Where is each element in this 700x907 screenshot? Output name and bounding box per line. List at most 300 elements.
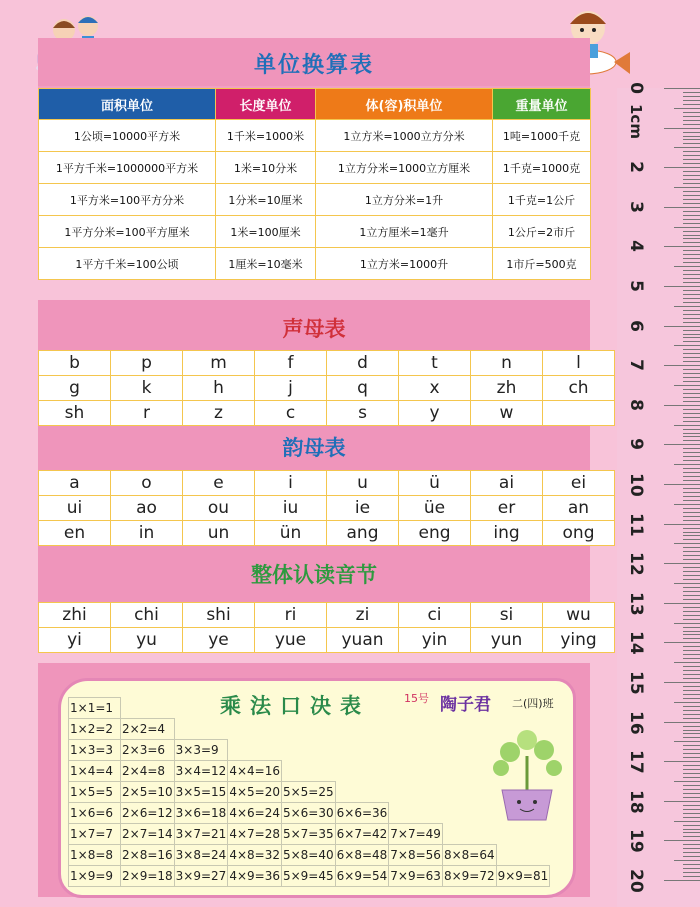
table-row bbox=[39, 471, 615, 496]
ruler-tick bbox=[683, 223, 700, 224]
pinyin-cell: un bbox=[183, 521, 255, 546]
potted-plant-illustration bbox=[486, 728, 568, 824]
multiplication-cell: 8×9=72 bbox=[442, 866, 496, 887]
multiplication-cell: 3×9=27 bbox=[174, 866, 228, 887]
ruler-tick bbox=[683, 254, 700, 255]
ruler-tick bbox=[683, 460, 700, 461]
ruler-tick bbox=[683, 706, 700, 707]
ruler-tick bbox=[683, 650, 700, 651]
ruler-tick bbox=[683, 817, 700, 818]
ruler-tick bbox=[683, 745, 700, 746]
empty-cell bbox=[389, 698, 443, 719]
ruler-tick bbox=[683, 448, 700, 449]
class-label: 二(四)班 bbox=[512, 697, 554, 710]
ruler-tick bbox=[683, 619, 700, 620]
ruler-tick bbox=[683, 440, 700, 441]
ruler-tick bbox=[683, 175, 700, 176]
pinyin-cell: h bbox=[183, 376, 255, 401]
ruler-tick bbox=[683, 357, 700, 358]
table-cell: 1米=100厘米 bbox=[216, 216, 316, 248]
multiplication-cell: 4×8=32 bbox=[228, 845, 282, 866]
table-cell: 1平方米=100平方分米 bbox=[39, 184, 216, 216]
ruler-label: 0 bbox=[626, 82, 646, 94]
ruler-tick bbox=[683, 611, 700, 612]
multiplication-cell: 7×8=56 bbox=[389, 845, 443, 866]
ruler-tick bbox=[683, 690, 700, 691]
empty-cell bbox=[335, 782, 389, 803]
ruler-tick bbox=[683, 349, 700, 350]
ruler-tick bbox=[683, 96, 700, 97]
ruler-tick bbox=[683, 777, 700, 778]
ruler-tick bbox=[683, 171, 700, 172]
multiplication-cell: 4×5=20 bbox=[228, 782, 282, 803]
table-cell: 1千米=1000米 bbox=[216, 120, 316, 152]
ruler-tick bbox=[664, 840, 700, 841]
ruler-tick bbox=[664, 326, 700, 327]
ruler-tick bbox=[683, 674, 700, 675]
table-cell: 1市斤=500克 bbox=[493, 248, 591, 280]
ruler-tick bbox=[683, 757, 700, 758]
table-row bbox=[69, 803, 550, 824]
multiplication-cell: 1×9=9 bbox=[69, 866, 121, 887]
ruler-tick bbox=[683, 203, 700, 204]
ruler-tick bbox=[683, 381, 700, 382]
table-cell: 1立方厘米=1毫升 bbox=[316, 216, 493, 248]
multiplication-cell: 4×9=36 bbox=[228, 866, 282, 887]
ruler-tick bbox=[664, 642, 700, 643]
empty-cell bbox=[174, 698, 228, 719]
ruler-tick bbox=[664, 246, 700, 247]
ruler-label: 13 bbox=[626, 591, 646, 616]
pinyin-cell: k bbox=[111, 376, 183, 401]
ruler-tick bbox=[683, 369, 700, 370]
ruler-tick bbox=[683, 753, 700, 754]
ruler-label: 10 bbox=[626, 473, 646, 497]
ruler-tick bbox=[683, 575, 700, 576]
ruler-tick bbox=[674, 741, 700, 742]
multiplication-cell: 4×6=24 bbox=[228, 803, 282, 824]
ruler-tick bbox=[683, 638, 700, 639]
pinyin-cell: shi bbox=[183, 603, 255, 628]
ruler-tick bbox=[683, 361, 700, 362]
ruler-tick bbox=[683, 646, 700, 647]
pinyin-cell: ao bbox=[111, 496, 183, 521]
ruler-tick bbox=[683, 733, 700, 734]
ruler-tick bbox=[683, 397, 700, 398]
ruler-tick bbox=[683, 512, 700, 513]
ruler-tick bbox=[674, 266, 700, 267]
multiplication-cell: 2×5=10 bbox=[121, 782, 175, 803]
pinyin-cell: eng bbox=[399, 521, 471, 546]
empty-cell bbox=[174, 719, 228, 740]
ruler-tick bbox=[683, 476, 700, 477]
ruler-tick bbox=[683, 500, 700, 501]
pinyin-cell: ü bbox=[399, 471, 471, 496]
ruler-tick bbox=[683, 155, 700, 156]
empty-cell bbox=[281, 740, 335, 761]
table-row bbox=[39, 248, 591, 280]
ruler-tick bbox=[683, 401, 700, 402]
ruler-tick bbox=[664, 603, 700, 604]
pinyin-cell: s bbox=[327, 401, 399, 426]
ruler-tick bbox=[683, 258, 700, 259]
table-row bbox=[39, 496, 615, 521]
pinyin-cell: yuan bbox=[327, 628, 399, 653]
ruler-tick bbox=[683, 136, 700, 137]
pinyin-cell: g bbox=[39, 376, 111, 401]
ruler-tick bbox=[683, 341, 700, 342]
pinyin-cell: d bbox=[327, 351, 399, 376]
table-row bbox=[39, 603, 615, 628]
pinyin-cell: ang bbox=[327, 521, 399, 546]
pinyin-cell: iu bbox=[255, 496, 327, 521]
multiplication-cell: 7×9=63 bbox=[389, 866, 443, 887]
ruler-tick bbox=[683, 686, 700, 687]
ruler-tick bbox=[683, 393, 700, 394]
multiplication-cell: 1×2=2 bbox=[69, 719, 121, 740]
ruler-tick bbox=[683, 539, 700, 540]
ruler-tick bbox=[683, 829, 700, 830]
ruler-tick bbox=[683, 179, 700, 180]
ruler-tick bbox=[683, 417, 700, 418]
multiplication-title: 乘法口决表 bbox=[220, 694, 370, 718]
table-cell: 1立方分米=1升 bbox=[316, 184, 493, 216]
ruler-tick bbox=[683, 765, 700, 766]
table-row bbox=[69, 698, 550, 719]
multiplication-table bbox=[68, 697, 550, 887]
table-cell: 1立方分米=1000立方厘米 bbox=[316, 152, 493, 184]
ruler-tick bbox=[664, 880, 700, 881]
ruler-tick bbox=[674, 345, 700, 346]
table-cell: 1千克=1公斤 bbox=[493, 184, 591, 216]
ruler-tick bbox=[683, 302, 700, 303]
ruler-tick bbox=[683, 468, 700, 469]
ruler-tick bbox=[683, 508, 700, 509]
pinyin-cell: yu bbox=[111, 628, 183, 653]
ruler-tick bbox=[683, 159, 700, 160]
multiplication-cell: 2×3=6 bbox=[121, 740, 175, 761]
ruler-tick bbox=[674, 306, 700, 307]
ruler-tick bbox=[683, 116, 700, 117]
table-cell: 1立方米=1000立方分米 bbox=[316, 120, 493, 152]
ruler-tick bbox=[683, 516, 700, 517]
pinyin-cell: ye bbox=[183, 628, 255, 653]
ruler-tick bbox=[683, 294, 700, 295]
ruler-tick bbox=[683, 864, 700, 865]
pinyin-cell: zi bbox=[327, 603, 399, 628]
ruler-tick bbox=[664, 365, 700, 366]
multiplication-cell: 2×8=16 bbox=[121, 845, 175, 866]
yunmu-title: 韵母表 bbox=[282, 436, 346, 460]
zhengti-title: 整体认读音节 bbox=[251, 563, 377, 587]
table-cell: 1分米=10厘米 bbox=[216, 184, 316, 216]
ruler-tick bbox=[683, 242, 700, 243]
pinyin-cell: y bbox=[399, 401, 471, 426]
ruler-label: 16 bbox=[626, 710, 646, 735]
ruler-tick bbox=[683, 330, 700, 331]
ruler-tick bbox=[683, 599, 700, 600]
multiplication-cell: 2×4=8 bbox=[121, 761, 175, 782]
empty-cell bbox=[389, 740, 443, 761]
ruler-label: 11 bbox=[626, 512, 646, 537]
multiplication-cell: 5×7=35 bbox=[281, 824, 335, 845]
table-row bbox=[69, 845, 550, 866]
multiplication-cell: 8×8=64 bbox=[442, 845, 496, 866]
ruler-tick bbox=[683, 555, 700, 556]
ruler-tick bbox=[683, 199, 700, 200]
ruler-tick bbox=[683, 631, 700, 632]
multiplication-cell: 2×7=14 bbox=[121, 824, 175, 845]
ruler-tick bbox=[683, 413, 700, 414]
table-row bbox=[69, 782, 550, 803]
ruler-tick bbox=[683, 547, 700, 548]
pinyin-cell: w bbox=[471, 401, 543, 426]
ruler-tick bbox=[683, 797, 700, 798]
pinyin-cell: o bbox=[111, 471, 183, 496]
ruler-tick bbox=[664, 484, 700, 485]
ruler-tick bbox=[664, 286, 700, 287]
multiplication-cell: 6×7=42 bbox=[335, 824, 389, 845]
table-row bbox=[39, 184, 591, 216]
multiplication-cell: 2×9=18 bbox=[121, 866, 175, 887]
empty-cell bbox=[228, 740, 282, 761]
ruler-tick bbox=[674, 187, 700, 188]
weight-unit-header: 重量单位 bbox=[493, 89, 591, 120]
pinyin-cell: l bbox=[543, 351, 615, 376]
ruler-label: 8 bbox=[626, 398, 646, 411]
ruler-tick bbox=[683, 124, 700, 125]
ruler-tick bbox=[683, 634, 700, 635]
ruler-tick bbox=[683, 785, 700, 786]
ruler-tick bbox=[674, 702, 700, 703]
ruler-tick bbox=[683, 591, 700, 592]
multiplication-cell: 6×8=48 bbox=[335, 845, 389, 866]
multiplication-cell: 5×8=40 bbox=[281, 845, 335, 866]
pinyin-cell: yin bbox=[399, 628, 471, 653]
table-cell: 1公顷=10000平方米 bbox=[39, 120, 216, 152]
ruler-tick bbox=[683, 698, 700, 699]
ruler-tick bbox=[683, 666, 700, 667]
empty-cell bbox=[335, 761, 389, 782]
ruler-tick bbox=[683, 334, 700, 335]
ruler-tick bbox=[683, 670, 700, 671]
empty-cell bbox=[281, 719, 335, 740]
multiplication-cell: 4×4=16 bbox=[228, 761, 282, 782]
empty-cell bbox=[389, 803, 443, 824]
table-row bbox=[39, 120, 591, 152]
pinyin-cell: wu bbox=[543, 603, 615, 628]
multiplication-cell: 3×3=9 bbox=[174, 740, 228, 761]
table-cell: 1千克=1000克 bbox=[493, 152, 591, 184]
ruler-tick bbox=[683, 694, 700, 695]
multiplication-cell: 2×6=12 bbox=[121, 803, 175, 824]
empty-cell bbox=[442, 698, 496, 719]
pinyin-cell: üe bbox=[399, 496, 471, 521]
unit-table-title: 单位换算表 bbox=[38, 38, 590, 88]
ruler-tick bbox=[674, 227, 700, 228]
multiplication-cell: 3×7=21 bbox=[174, 824, 228, 845]
zhengti-table bbox=[38, 602, 615, 653]
ruler-tick bbox=[674, 623, 700, 624]
ruler-tick bbox=[683, 532, 700, 533]
ruler-tick bbox=[683, 104, 700, 105]
ruler-tick bbox=[683, 848, 700, 849]
ruler-label: 17 bbox=[626, 750, 646, 774]
table-row bbox=[39, 351, 615, 376]
ruler-label: 18 bbox=[626, 789, 646, 814]
ruler-tick bbox=[664, 524, 700, 525]
multiplication-cell: 1×5=5 bbox=[69, 782, 121, 803]
ruler-tick bbox=[683, 112, 700, 113]
ruler-tick bbox=[664, 563, 700, 564]
empty-cell bbox=[389, 761, 443, 782]
ruler-tick bbox=[683, 793, 700, 794]
table-cell: 1平方千米=1000000平方米 bbox=[39, 152, 216, 184]
ruler-tick bbox=[683, 551, 700, 552]
ruler-tick bbox=[664, 88, 700, 89]
ruler-tick bbox=[683, 151, 700, 152]
ruler-tick bbox=[683, 836, 700, 837]
pinyin-cell: ou bbox=[183, 496, 255, 521]
ruler-tick bbox=[683, 195, 700, 196]
empty-cell bbox=[496, 845, 550, 866]
pinyin-cell: ci bbox=[399, 603, 471, 628]
ruler-tick bbox=[683, 654, 700, 655]
ruler-tick bbox=[683, 132, 700, 133]
ruler-tick bbox=[683, 492, 700, 493]
pinyin-cell: ying bbox=[543, 628, 615, 653]
ruler-tick bbox=[683, 429, 700, 430]
multiplication-cell: 3×8=24 bbox=[174, 845, 228, 866]
table-cell: 1平方千米=100公顷 bbox=[39, 248, 216, 280]
empty-cell bbox=[335, 719, 389, 740]
ruler-tick bbox=[664, 801, 700, 802]
multiplication-cell: 6×6=36 bbox=[335, 803, 389, 824]
ruler-tick bbox=[674, 425, 700, 426]
pinyin-cell: ui bbox=[39, 496, 111, 521]
table-cell: 1公斤=2市斤 bbox=[493, 216, 591, 248]
ruler-tick bbox=[683, 191, 700, 192]
pinyin-cell: b bbox=[39, 351, 111, 376]
ruler-tick bbox=[664, 761, 700, 762]
pinyin-cell: n bbox=[471, 351, 543, 376]
empty-cell bbox=[496, 824, 550, 845]
ruler-tick bbox=[683, 615, 700, 616]
area-unit-header: 面积单位 bbox=[39, 89, 216, 120]
ruler-tick bbox=[674, 108, 700, 109]
ruler-tick bbox=[664, 682, 700, 683]
pinyin-cell: f bbox=[255, 351, 327, 376]
empty-cell bbox=[442, 824, 496, 845]
pinyin-cell: ing bbox=[471, 521, 543, 546]
pinyin-cell: ei bbox=[543, 471, 615, 496]
multiplication-cell: 1×8=8 bbox=[69, 845, 121, 866]
unit-conversion-table bbox=[38, 88, 591, 280]
ruler-tick bbox=[683, 337, 700, 338]
ruler-tick bbox=[683, 183, 700, 184]
multiplication-cell: 7×7=49 bbox=[389, 824, 443, 845]
ruler-tick bbox=[683, 163, 700, 164]
pinyin-cell bbox=[543, 401, 615, 426]
multiplication-cell: 5×5=25 bbox=[281, 782, 335, 803]
ruler-tick bbox=[683, 480, 700, 481]
ruler-tick bbox=[683, 353, 700, 354]
ruler-tick bbox=[683, 231, 700, 232]
multiplication-cell: 9×9=81 bbox=[496, 866, 550, 887]
multiplication-cell: 1×3=3 bbox=[69, 740, 121, 761]
pinyin-cell: ai bbox=[471, 471, 543, 496]
ruler-tick bbox=[683, 528, 700, 529]
empty-cell bbox=[335, 698, 389, 719]
ruler-tick bbox=[683, 290, 700, 291]
ruler-tick bbox=[683, 567, 700, 568]
ruler-label: 1cm bbox=[627, 103, 645, 139]
ruler-tick bbox=[683, 456, 700, 457]
ruler-tick bbox=[683, 139, 700, 140]
ruler-tick bbox=[674, 385, 700, 386]
ruler-tick bbox=[683, 421, 700, 422]
pinyin-cell: yun bbox=[471, 628, 543, 653]
ruler-label: 20 bbox=[626, 869, 646, 893]
ruler-tick bbox=[674, 860, 700, 861]
ruler-tick bbox=[683, 92, 700, 93]
pinyin-cell: q bbox=[327, 376, 399, 401]
ruler-tick bbox=[664, 405, 700, 406]
pinyin-cell: t bbox=[399, 351, 471, 376]
pinyin-cell: zh bbox=[471, 376, 543, 401]
ruler-tick bbox=[683, 120, 700, 121]
ruler-tick bbox=[683, 389, 700, 390]
table-row bbox=[69, 866, 550, 887]
table-cell: 1米=10分米 bbox=[216, 152, 316, 184]
ruler-tick bbox=[664, 207, 700, 208]
pinyin-cell: p bbox=[111, 351, 183, 376]
ruler-label: 5 bbox=[626, 280, 646, 292]
ruler-tick bbox=[674, 821, 700, 822]
ruler-tick bbox=[683, 852, 700, 853]
ruler-tick bbox=[683, 535, 700, 536]
pinyin-cell: si bbox=[471, 603, 543, 628]
pinyin-cell: yue bbox=[255, 628, 327, 653]
multiplication-cell: 1×1=1 bbox=[69, 698, 121, 719]
ruler-tick bbox=[683, 714, 700, 715]
multiplication-cell: 1×6=6 bbox=[69, 803, 121, 824]
ruler-tick bbox=[683, 310, 700, 311]
ruler-tick bbox=[683, 718, 700, 719]
pinyin-cell: ri bbox=[255, 603, 327, 628]
ruler-tick bbox=[683, 872, 700, 873]
empty-cell bbox=[228, 719, 282, 740]
empty-cell bbox=[389, 782, 443, 803]
ruler-tick bbox=[683, 678, 700, 679]
ruler-tick bbox=[683, 844, 700, 845]
empty-cell bbox=[389, 719, 443, 740]
pinyin-cell: r bbox=[111, 401, 183, 426]
pinyin-cell: yi bbox=[39, 628, 111, 653]
ruler-tick bbox=[683, 773, 700, 774]
pinyin-cell: j bbox=[255, 376, 327, 401]
pinyin-cell: a bbox=[39, 471, 111, 496]
ruler-tick bbox=[683, 825, 700, 826]
ruler-tick bbox=[683, 215, 700, 216]
student-number: 15号 bbox=[404, 692, 429, 705]
table-cell: 1平方分米=100平方厘米 bbox=[39, 216, 216, 248]
pinyin-cell: e bbox=[183, 471, 255, 496]
ruler-tick bbox=[683, 809, 700, 810]
table-row bbox=[69, 761, 550, 782]
multiplication-cell: 2×2=4 bbox=[121, 719, 175, 740]
ruler-tick bbox=[683, 373, 700, 374]
